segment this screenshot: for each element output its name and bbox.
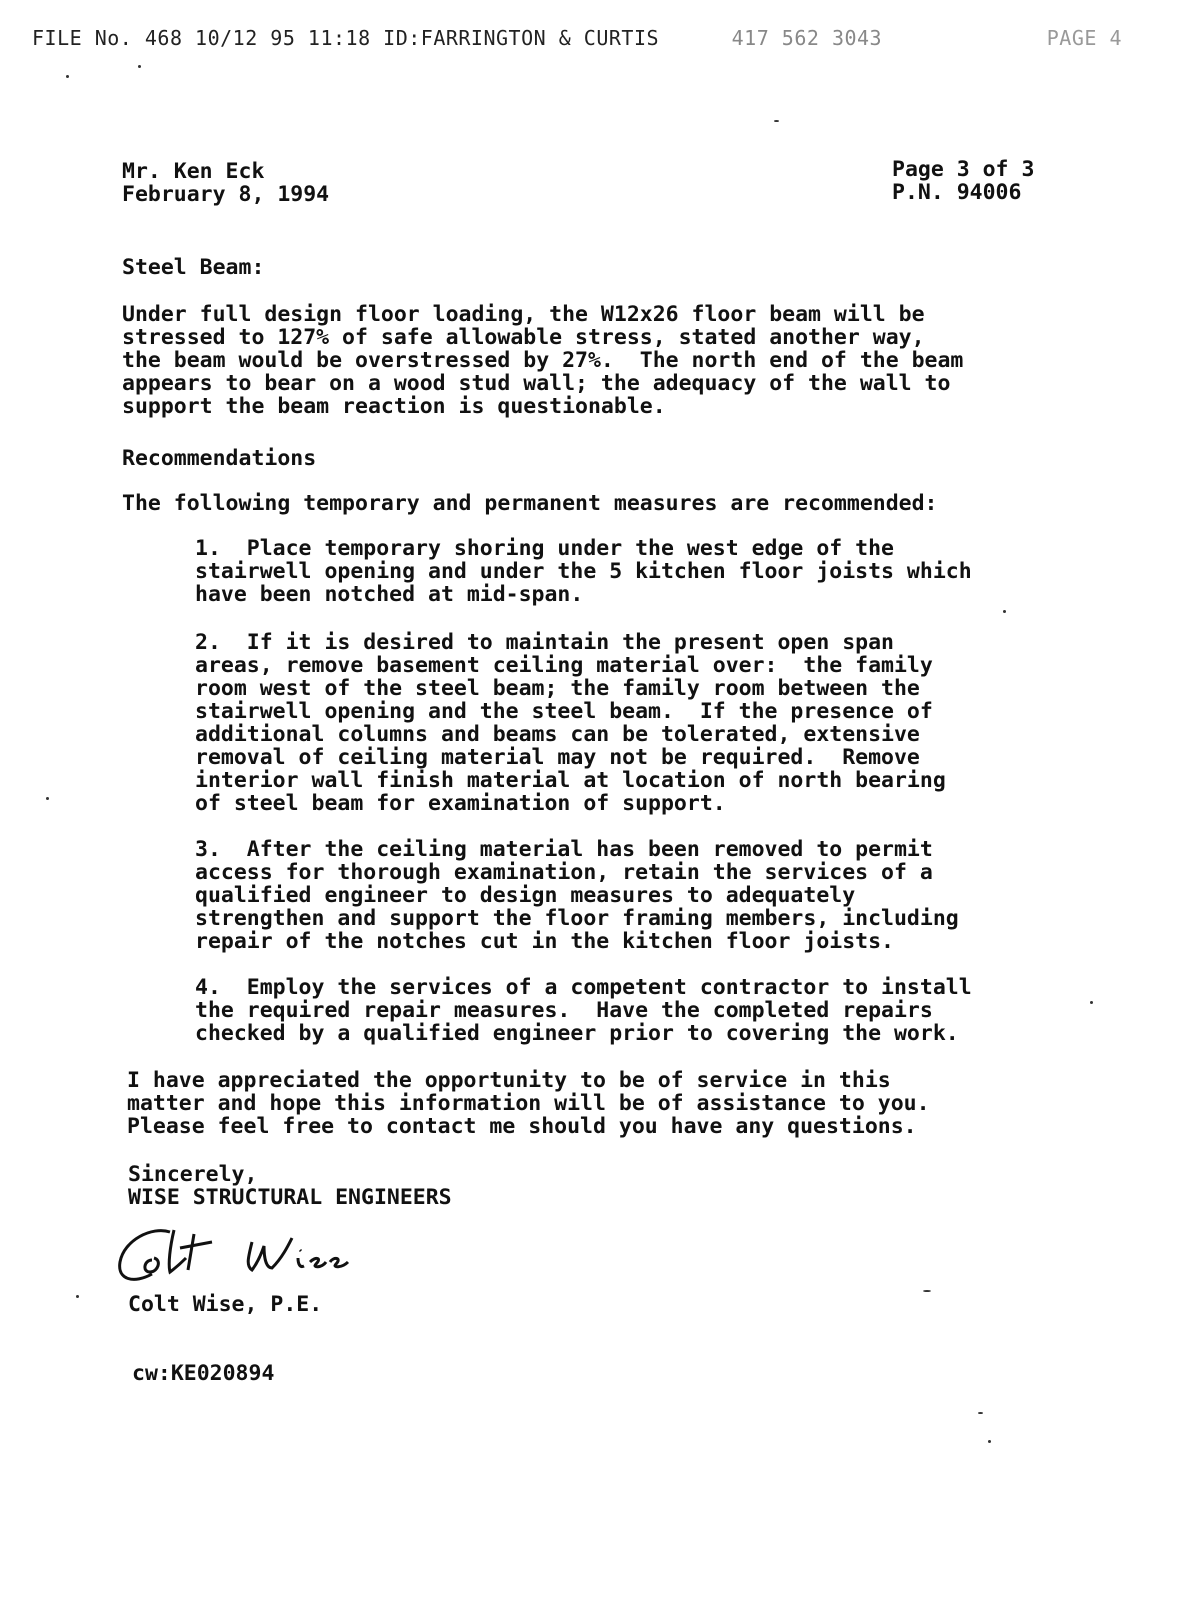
scan-speck xyxy=(1090,1001,1093,1004)
scan-speck xyxy=(1003,610,1006,613)
recommendations-title: Recommendations xyxy=(122,446,317,471)
scan-speck xyxy=(988,1440,991,1443)
project-number: P.N. 94006 xyxy=(892,180,1022,205)
fax-header-page: PAGE 4 xyxy=(1046,26,1122,50)
company-name: WISE STRUCTURAL ENGINEERS xyxy=(128,1185,452,1210)
handwritten-signature xyxy=(112,1222,362,1292)
scan-speck xyxy=(66,75,69,78)
recommendation-item-1: 1. Place temporary shoring under the west edge of the stairwell opening and under the 5 kitchen floor joists which have been notched at mid-span. xyxy=(195,536,972,607)
sincerely-text: Sincerely, xyxy=(128,1162,258,1187)
letter-date: February 8, 1994 xyxy=(122,182,330,207)
fax-header-text: FILE No. 468 10/12 95 11:18 ID:FARRINGTON & CURTIS xyxy=(32,26,660,50)
recipient-name: Mr. Ken Eck xyxy=(122,159,265,184)
recommendation-item-2: 2. If it is desired to maintain the present open span areas, remove basement ceiling material over: the family room west of the steel beam; the family room between the stairwell opening and the steel beam. If the presence of additional columns and beams can be tolerated, extensive removal of ceiling material may not be required. Remove interior wall finish material at location of north bearing of steel beam for examination of support. xyxy=(195,630,946,816)
recommendation-item-4: 4. Employ the services of a competent contractor to install the required repair measures. Have the completed repairs checked by a qualified engineer prior to covering the work. xyxy=(195,975,972,1046)
recipient-block xyxy=(122,160,329,206)
recommendations-intro: The following temporary and permanent measures are recommended: xyxy=(122,491,938,516)
section-title: Steel Beam: xyxy=(122,255,265,280)
fax-header-phone: 417 562 3043 xyxy=(731,26,883,50)
page-info-block xyxy=(892,158,1034,204)
fax-header xyxy=(32,26,1162,50)
closing-paragraph: I have appreciated the opportunity to be of service in this matter and hope this information will be of assistance to you. Please feel free to contact me should you have any questions. xyxy=(127,1068,930,1139)
scan-speck xyxy=(774,120,779,122)
page-number: Page 3 of 3 xyxy=(892,157,1035,182)
steel-beam-paragraph: Under full design floor loading, the W12x26 floor beam will be stressed to 127% of safe allowable stress, stated another way, the beam would be overstressed by 27%. The north end of the beam appears to bear on a wood stud wall; the adequacy of the wall to support the beam reaction is questionable. xyxy=(122,302,964,419)
scan-speck xyxy=(978,1412,983,1414)
recommendation-item-3: 3. After the ceiling material has been removed to permit access for thorough examination, retain the services of a qualified engineer to design measures to adequately strengthen and support the floor framing members, including repair of the notches cut in the kitchen floor joists. xyxy=(195,837,959,954)
scan-speck xyxy=(46,797,49,800)
signer-name: Colt Wise, P.E. xyxy=(128,1292,323,1317)
sign-off xyxy=(128,1163,452,1209)
scan-speck xyxy=(923,1290,931,1292)
scan-speck xyxy=(76,1295,79,1298)
reference-code: cw:KE020894 xyxy=(132,1361,275,1386)
scan-speck xyxy=(138,65,141,68)
